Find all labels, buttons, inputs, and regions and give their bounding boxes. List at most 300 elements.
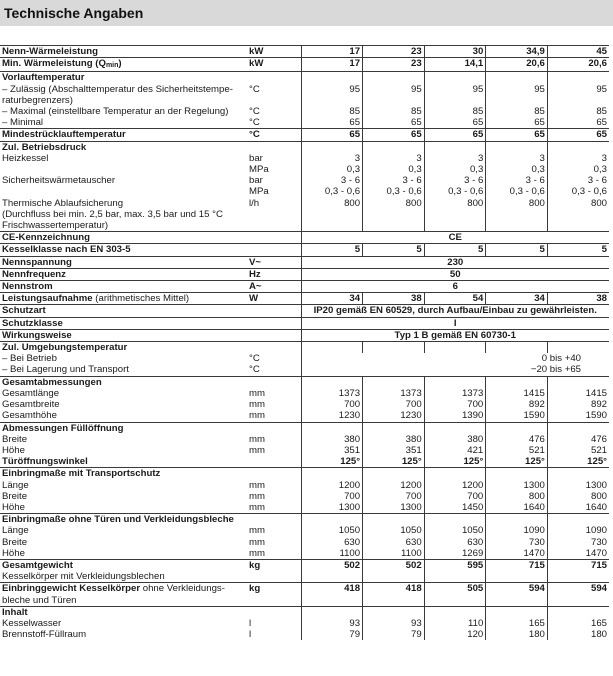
row-value-model-5: 1470 [547, 548, 609, 560]
row-value-model-3: 700 [424, 491, 486, 502]
row-value-model-3: 421 [424, 445, 486, 456]
row-value-model-2: 3 - 6 [363, 175, 425, 186]
row-value-model-4 [486, 376, 548, 388]
row-value-model-4: 800 [486, 198, 548, 209]
table-row [0, 329, 609, 341]
row-value-model-5 [547, 571, 609, 583]
row-unit: W [246, 293, 301, 305]
row-label: – Zulässig (Abschalttemperatur des Sicherheitstempe- [2, 83, 233, 95]
row-value-model-4: 715 [486, 559, 548, 571]
row-value-model-1: 0,3 [301, 164, 363, 175]
row-unit: mm [249, 410, 265, 422]
row-value-all-models: 230 [301, 256, 609, 268]
row-value-model-4: 521 [486, 445, 548, 456]
row-value-model-5 [547, 595, 609, 607]
row-value-model-3: 700 [424, 399, 486, 410]
row-unit: mm [249, 433, 265, 445]
row-value-model-5: 20,6 [547, 58, 609, 72]
row-value-model-1: 17 [301, 46, 363, 58]
row-value-model-2: 380 [363, 434, 425, 445]
row-value-model-5: 730 [547, 537, 609, 548]
row-value-model-1: 380 [301, 434, 363, 445]
row-value-model-2: 700 [363, 399, 425, 410]
row-value-model-5: 165 [547, 618, 609, 629]
row-value-model-4: 1470 [486, 548, 548, 560]
row-unit: mm [249, 399, 265, 411]
row-value-model-2: 502 [363, 559, 425, 571]
row-value-model-4: 34 [486, 293, 548, 305]
table-row [0, 95, 609, 106]
row-value-model-1: 700 [301, 399, 363, 410]
row-value-model-4: 3 [486, 153, 548, 164]
row-label: Einbringgewicht Kesselkörper ohne Verkleidungs- [0, 583, 246, 595]
table-row [0, 84, 609, 95]
row-unit: mm [249, 536, 265, 548]
row-value-model-5: 3 - 6 [547, 175, 609, 186]
row-unit [246, 244, 301, 256]
row-label: Höhe [2, 547, 25, 559]
row-value-model-1: 5 [301, 244, 363, 256]
table-row [0, 281, 609, 293]
row-value-model-2: 1230 [363, 410, 425, 422]
row-value-model-5: 1415 [547, 388, 609, 399]
row-value-model-2: 23 [363, 58, 425, 72]
row-value-model-4: 180 [486, 629, 548, 640]
row-unit: mm [249, 387, 265, 399]
row-value-model-5: 1640 [547, 502, 609, 514]
row-value-model-4: 95 [486, 84, 548, 95]
row-label: Min. Wärmeleistung (Qmin) [0, 58, 246, 72]
row-label: Gesamtgewicht [0, 559, 246, 571]
row-value-model-3: 1390 [424, 410, 486, 422]
row-unit: mm [249, 490, 265, 502]
row-label: Breite [2, 536, 28, 548]
row-value-model-4: 125° [486, 456, 548, 468]
row-value-model-2 [363, 72, 425, 84]
row-value-model-5: 5 [547, 244, 609, 256]
row-value-model-2: 93 [363, 618, 425, 629]
table-row [0, 618, 609, 629]
row-value-model-5: 715 [547, 559, 609, 571]
table-row [0, 305, 609, 317]
row-value-model-4: 730 [486, 537, 548, 548]
row-value-model-4: 1300 [486, 480, 548, 491]
row-unit: l/h [249, 197, 260, 209]
row-unit [246, 232, 301, 244]
row-value-model-1: 1050 [301, 525, 363, 536]
row-label: CE-Kennzeichnung [0, 232, 246, 244]
row-value-all-models: CE [301, 232, 609, 244]
row-value-model-3: 1450 [424, 502, 486, 514]
row-value-model-4 [486, 141, 548, 153]
row-label: (Durchfluss bei min. 2,5 bar, max. 3,5 bar und 15 °C [2, 208, 223, 220]
row-value-model-2: 1100 [363, 548, 425, 560]
row-value-model-2: 38 [363, 293, 425, 305]
row-unit [246, 422, 301, 434]
row-value-model-1: 630 [301, 537, 363, 548]
row-unit: mm [249, 444, 265, 456]
row-value-model-2: 1050 [363, 525, 425, 536]
row-value-model-1: 85 [301, 106, 363, 117]
row-value-model-1: 3 - 6 [301, 175, 363, 186]
row-value-model-2: 1300 [363, 502, 425, 514]
row-value-model-3: 1200 [424, 480, 486, 491]
table-row [0, 571, 609, 583]
row-value-model-3 [424, 606, 486, 618]
row-unit: mm [249, 501, 265, 513]
row-value-model-5 [547, 514, 609, 526]
row-value-model-2: 630 [363, 537, 425, 548]
row-label: bleche und Türen [2, 594, 77, 606]
row-value-model-2 [363, 342, 425, 354]
row-label: Zul. Betriebsdruck [0, 141, 246, 153]
row-value-model-5 [547, 95, 609, 106]
table-row [0, 317, 609, 329]
row-value-model-5 [547, 342, 609, 354]
row-value-model-1: 34 [301, 293, 363, 305]
row-value-model-4: 1415 [486, 388, 548, 399]
row-value-model-5: 0,3 [547, 164, 609, 175]
row-value-model-2 [363, 141, 425, 153]
table-row [0, 629, 609, 640]
row-value-model-2: 65 [363, 117, 425, 129]
row-label: Abmessungen Füllöffnung [0, 422, 246, 434]
row-value-model-1: 17 [301, 58, 363, 72]
table-row [0, 175, 609, 186]
table-row [0, 388, 609, 399]
row-value-model-5 [547, 72, 609, 84]
row-value-model-3: 120 [424, 629, 486, 640]
row-label: Sicherheitswärmetauscher [2, 175, 116, 187]
table-row [0, 141, 609, 153]
row-value-model-5: 65 [547, 129, 609, 141]
row-unit: A~ [246, 281, 301, 293]
row-label: Kesselwasser [2, 617, 62, 629]
table-row [0, 537, 609, 548]
row-value-model-1: 3 [301, 153, 363, 164]
row-label: Leistungsaufnahme (arithmetisches Mittel) [0, 293, 246, 305]
row-value-model-5: 45 [547, 46, 609, 58]
table-row [0, 106, 609, 117]
row-label [0, 186, 246, 197]
row-unit [246, 595, 301, 607]
row-value-model-1 [301, 95, 363, 106]
row-value-model-1 [301, 141, 363, 153]
table-row [0, 480, 609, 491]
row-value-model-1 [301, 468, 363, 480]
row-value-model-4: 165 [486, 618, 548, 629]
row-label: Nennspannung [0, 256, 246, 268]
technical-data-table [0, 45, 609, 640]
row-value-all-models: 50 [301, 268, 609, 280]
row-value-model-3 [424, 514, 486, 526]
row-value-model-5: 594 [547, 583, 609, 595]
table-row [0, 164, 609, 175]
row-value-model-4 [486, 95, 548, 106]
row-value-model-1: 800 [301, 198, 363, 209]
row-value-model-2 [363, 595, 425, 607]
row-value-model-1: 1373 [301, 388, 363, 399]
row-value-model-4: 65 [486, 129, 548, 141]
row-value-model-2: 800 [363, 198, 425, 209]
row-value-model-3: 125° [424, 456, 486, 468]
row-value-model-1 [301, 606, 363, 618]
row-value-model-3 [424, 468, 486, 480]
row-label: Höhe [2, 444, 25, 456]
row-value-model-2: 5 [363, 244, 425, 256]
row-value-model-1: 1230 [301, 410, 363, 422]
row-unit: °C [249, 353, 260, 365]
row-value-model-4 [486, 422, 548, 434]
row-value-model-3: 1050 [424, 525, 486, 536]
table-row [0, 232, 609, 244]
row-value-model-5: 800 [547, 198, 609, 209]
table-row [0, 525, 609, 536]
table-row [0, 46, 609, 58]
row-value-model-2: 125° [363, 456, 425, 468]
table-row [0, 72, 609, 84]
row-label: Gesamthöhe [2, 410, 57, 422]
table-row [0, 399, 609, 410]
row-unit [246, 220, 301, 232]
row-value-model-1: 700 [301, 491, 363, 502]
row-value-model-2: 418 [363, 583, 425, 595]
row-value-model-1 [301, 571, 363, 583]
table-row [0, 468, 609, 480]
row-value-model-3: 95 [424, 84, 486, 95]
table-row [0, 583, 609, 595]
row-value-model-1 [301, 72, 363, 84]
row-unit: bar [249, 175, 263, 187]
table-row [0, 502, 609, 514]
row-unit: kW [246, 58, 301, 72]
table-row [0, 410, 609, 422]
table-row [0, 364, 609, 376]
row-value-model-5: 800 [547, 491, 609, 502]
row-unit: Hz [246, 268, 301, 280]
row-value-all-models: −20 bis +65 [301, 364, 609, 376]
row-value-model-4: 20,6 [486, 58, 548, 72]
row-label: raturbegrenzers) [2, 94, 73, 106]
row-unit [246, 514, 301, 526]
row-unit: mm [249, 547, 265, 559]
table-row [0, 256, 609, 268]
row-label: Breite [2, 433, 28, 445]
table-row [0, 293, 609, 305]
row-label: Brennstoff-Füllraum [2, 629, 87, 641]
row-value-model-5: 892 [547, 399, 609, 410]
row-value-model-5: 476 [547, 434, 609, 445]
row-unit: V~ [246, 256, 301, 268]
row-value-model-3 [424, 220, 486, 232]
table-row [0, 268, 609, 280]
row-label: Wirkungsweise [0, 329, 246, 341]
page-title: Technische Angaben [0, 0, 613, 26]
spec-sheet [0, 26, 613, 640]
table-row [0, 153, 609, 164]
row-value-model-2: 700 [363, 491, 425, 502]
row-unit: °C [249, 364, 260, 376]
row-label: – Minimal [2, 117, 44, 129]
row-unit: MPa [249, 186, 269, 198]
row-value-model-4 [486, 571, 548, 583]
table-row [0, 220, 609, 232]
row-unit: °C [249, 106, 260, 118]
row-unit: MPa [249, 164, 269, 176]
table-row [0, 456, 609, 468]
row-unit: °C [249, 83, 260, 95]
row-value-model-3: 595 [424, 559, 486, 571]
row-value-model-3: 630 [424, 537, 486, 548]
row-label: Gesamtlänge [2, 387, 60, 399]
row-value-model-4 [486, 72, 548, 84]
row-value-model-1: 351 [301, 445, 363, 456]
row-value-model-4 [486, 220, 548, 232]
row-value-model-2: 85 [363, 106, 425, 117]
table-row [0, 244, 609, 256]
row-value-model-3 [424, 571, 486, 583]
row-label: Vorlauftemperatur [0, 72, 246, 84]
row-value-model-5 [547, 220, 609, 232]
row-label: Inhalt [0, 606, 246, 618]
row-value-model-2 [363, 220, 425, 232]
row-value-model-3 [424, 72, 486, 84]
row-value-model-4: 1640 [486, 502, 548, 514]
row-unit: kW [246, 46, 301, 58]
table-row [0, 209, 609, 220]
row-value-model-4 [486, 468, 548, 480]
table-row [0, 514, 609, 526]
row-label: Zul. Umgebungstemperatur [0, 342, 246, 354]
row-value-model-4: 0,3 [486, 164, 548, 175]
row-unit [246, 468, 301, 480]
row-value-model-2: 95 [363, 84, 425, 95]
table-row [0, 606, 609, 618]
row-value-model-4 [486, 606, 548, 618]
table-row [0, 376, 609, 388]
row-label: Gesamtabmessungen [0, 376, 246, 388]
row-value-model-5: 38 [547, 293, 609, 305]
row-unit [246, 72, 301, 84]
row-label: – Bei Lagerung und Transport [2, 364, 129, 376]
row-value-all-models: IP20 gemäß EN 60529, durch Aufbau/Einbau zu gewährleisten. [301, 305, 609, 317]
row-value-model-2 [363, 571, 425, 583]
row-value-model-5: 3 [547, 153, 609, 164]
row-label: Nennfrequenz [0, 268, 246, 280]
row-value-model-3: 85 [424, 106, 486, 117]
row-value-model-1 [301, 342, 363, 354]
row-label: Schutzklasse [0, 317, 246, 329]
row-value-model-2: 65 [363, 129, 425, 141]
row-value-model-5: 65 [547, 117, 609, 129]
row-value-model-4: 800 [486, 491, 548, 502]
row-value-model-3: 505 [424, 583, 486, 595]
row-label: Schutzart [0, 305, 246, 317]
row-value-model-3 [424, 422, 486, 434]
row-value-model-4 [486, 595, 548, 607]
row-label: Nenn-Wärmeleistung [0, 46, 246, 58]
row-unit [246, 305, 301, 317]
row-label: Nennstrom [0, 281, 246, 293]
row-value-model-3: 3 - 6 [424, 175, 486, 186]
row-value-model-2: 1373 [363, 388, 425, 399]
row-value-model-4: 476 [486, 434, 548, 445]
row-unit: kg [246, 583, 301, 595]
row-value-model-5: 1590 [547, 410, 609, 422]
table-row [0, 434, 609, 445]
row-value-model-4: 85 [486, 106, 548, 117]
row-value-model-2 [363, 514, 425, 526]
row-value-model-5: 521 [547, 445, 609, 456]
table-row [0, 353, 609, 364]
row-value-model-2: 351 [363, 445, 425, 456]
row-value-model-4: 1590 [486, 410, 548, 422]
row-value-model-3 [424, 95, 486, 106]
table-row [0, 129, 609, 141]
row-value-all-models: 6 [301, 281, 609, 293]
row-value-model-5: 85 [547, 106, 609, 117]
table-row [0, 559, 609, 571]
row-value-model-1 [301, 220, 363, 232]
row-value-model-5 [547, 422, 609, 434]
row-label: Höhe [2, 501, 25, 513]
row-unit: bar [249, 152, 263, 164]
row-value-model-5: 1300 [547, 480, 609, 491]
row-value-model-3: 14,1 [424, 58, 486, 72]
row-value-model-1: 65 [301, 117, 363, 129]
row-label: Thermische Ablaufsicherung [2, 197, 124, 209]
row-value-model-5: 1090 [547, 525, 609, 536]
row-value-model-3: 1269 [424, 548, 486, 560]
row-value-model-4: 892 [486, 399, 548, 410]
table-row [0, 117, 609, 129]
row-value-model-2 [363, 468, 425, 480]
row-value-model-4 [486, 342, 548, 354]
row-label [0, 164, 246, 175]
row-unit [246, 329, 301, 341]
row-label: – Bei Betrieb [2, 353, 57, 365]
row-value-model-2: 0,3 - 0,6 [363, 186, 425, 197]
row-value-model-5: 0,3 - 0,6 [547, 186, 609, 197]
row-value-all-models: I [301, 317, 609, 329]
row-unit [246, 342, 301, 354]
row-value-model-5: 125° [547, 456, 609, 468]
row-value-model-3: 65 [424, 129, 486, 141]
row-value-model-1 [301, 595, 363, 607]
table-row [0, 422, 609, 434]
row-unit [246, 606, 301, 618]
row-value-model-2 [363, 422, 425, 434]
row-value-model-3 [424, 595, 486, 607]
row-value-model-1: 1300 [301, 502, 363, 514]
row-value-model-2 [363, 376, 425, 388]
row-value-model-4: 5 [486, 244, 548, 256]
row-value-model-4: 594 [486, 583, 548, 595]
row-unit [246, 209, 301, 220]
row-label: Frischwassertemperatur) [2, 220, 109, 232]
row-value-model-1: 125° [301, 456, 363, 468]
row-value-model-1 [301, 514, 363, 526]
row-value-model-3: 0,3 [424, 164, 486, 175]
row-value-model-2: 3 [363, 153, 425, 164]
table-row [0, 445, 609, 456]
row-value-model-1: 65 [301, 129, 363, 141]
table-row [0, 198, 609, 209]
row-unit [246, 141, 301, 153]
row-value-model-3: 65 [424, 117, 486, 129]
row-unit [246, 317, 301, 329]
row-value-model-1: 418 [301, 583, 363, 595]
